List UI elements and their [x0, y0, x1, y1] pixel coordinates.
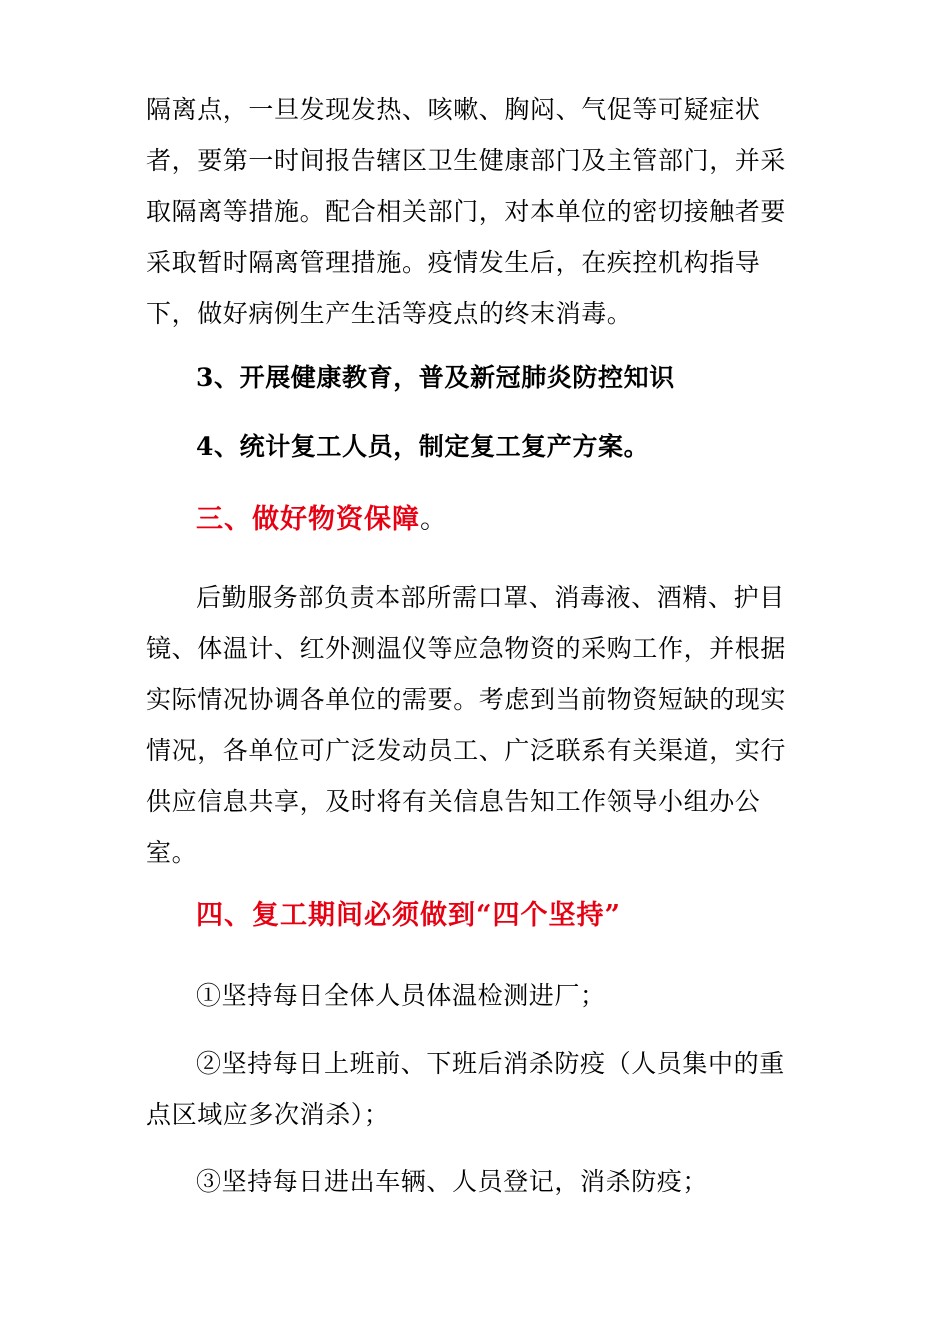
paragraph-line: 下，做好病例生产生活等疫点的终末消毒。	[146, 299, 633, 328]
paragraph-isolation	[146, 84, 786, 339]
section-4-heading	[146, 890, 786, 941]
list-item: ②坚持每日上班前、下班后消杀防疫（人员集中的重	[196, 1049, 785, 1078]
paragraph-line: 情况，各单位可广泛发动员工、广泛联系有关渠道，实行	[146, 736, 787, 765]
item-4-text: 4、统计复工人员，制定复工复产方案。	[196, 432, 650, 461]
paragraph-line: 后勤服务部负责本部所需口罩、消毒液、酒精、护目	[196, 583, 785, 612]
paragraph-line: 采取暂时隔离管理措施。疫情发生后，在疾控机构指导	[146, 248, 761, 277]
section-3-heading	[146, 494, 786, 545]
paragraph-line: 实际情况协调各单位的需要。考虑到当前物资短缺的现实	[146, 685, 787, 714]
section-4-item-2	[146, 1038, 786, 1140]
paragraph-line: 者，要第一时间报告辖区卫生健康部门及主管部门，并采	[146, 146, 787, 175]
paragraph-line: 室。	[146, 838, 198, 867]
item-staff-statistics	[146, 421, 786, 472]
list-item-continuation: 点区域应多次消杀）；	[146, 1100, 390, 1129]
section-4-item-3	[146, 1156, 786, 1207]
section-3-title: 三、做好物资保障	[196, 504, 420, 535]
list-item: ①坚持每日全体人员体温检测进厂；	[196, 981, 606, 1010]
list-item: ③坚持每日进出车辆、人员登记，消杀防疫；	[196, 1167, 709, 1196]
paragraph-supplies	[146, 572, 786, 878]
item-3-text: 3、开展健康教育，普及新冠肺炎防控知识	[196, 363, 675, 392]
paragraph-line: 供应信息共享，及时将有关信息告知工作领导小组办公	[146, 787, 761, 816]
section-4-title: 四、复工期间必须做到“四个坚持”	[196, 900, 622, 931]
paragraph-line: 取隔离等措施。配合相关部门，对本单位的密切接触者要	[146, 197, 787, 226]
section-3-title-suffix: 。	[420, 504, 448, 535]
section-4-item-1	[146, 970, 786, 1021]
item-health-education	[146, 352, 786, 403]
paragraph-line: 镜、体温计、红外测温仪等应急物资的采购工作，并根据	[146, 634, 787, 663]
paragraph-line: 隔离点，一旦发现发热、咳嗽、胸闷、气促等可疑症状	[146, 95, 761, 124]
